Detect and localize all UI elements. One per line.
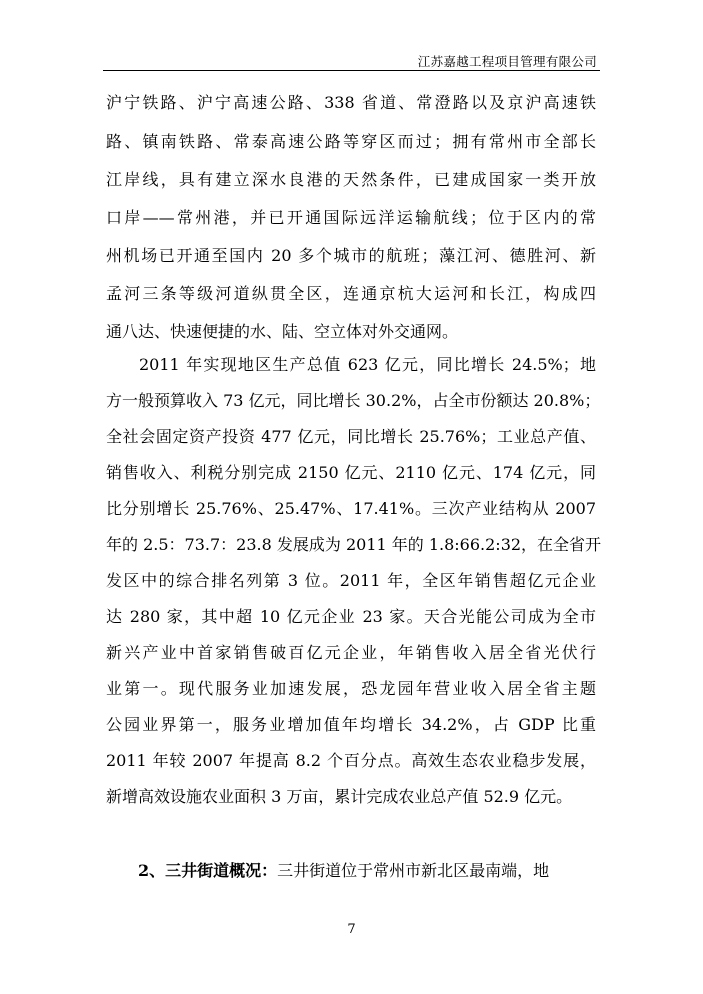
paragraph2-line-5: 比分别增长 25.76%、25.47%、17.41%。三次产业结构从 2007 xyxy=(106,499,596,518)
paragraph1-line-5: 州机场已开通至国内 20 多个城市的航班；藻江河、德胜河、新 xyxy=(106,246,596,265)
paragraph1-line-4: 口岸——常州港，并已开通国际远洋运输航线；位于区内的常 xyxy=(106,208,596,227)
paragraph1-line-6: 孟河三条等级河道纵贯全区，连通京杭大运河和长江，构成四 xyxy=(106,284,596,303)
paragraph2-line-3: 全社会固定资产投资 477 亿元，同比增长 25.76%；工业总产值、 xyxy=(106,427,596,446)
section-heading-line xyxy=(138,859,596,883)
paragraph1-line-1: 沪宁铁路、沪宁高速公路、338 省道、常澄路以及京沪高速铁 xyxy=(106,93,596,112)
section-text: 三井街道位于常州市新北区最南端，地 xyxy=(277,861,550,880)
section-heading: 2、三井街道概况： xyxy=(138,861,278,880)
paragraph2-line-4: 销售收入、利税分别完成 2150 亿元、2110 亿元、174 亿元，同 xyxy=(106,463,596,482)
paragraph1-line-2: 路、镇南铁路、常泰高速公路等穿区而过；拥有常州市全部长 xyxy=(106,132,596,151)
paragraph2-line-6: 年的 2.5：73.7：23.8 发展成为 2011 年的 1.8:66.2:32，在全省开 xyxy=(106,535,602,554)
paragraph2-line-13: 新增高效设施农业面积 3 万亩，累计完成农业总产值 52.9 亿元。 xyxy=(106,787,573,806)
paragraph2-line-7: 发区中的综合排名列第 3 位。2011 年，全区年销售超亿元企业 xyxy=(106,571,596,590)
page-number: 7 xyxy=(347,922,356,937)
paragraph1-line-3: 江岸线，具有建立深水良港的天然条件，已建成国家一类开放 xyxy=(106,170,596,189)
header-company-name: 江苏嘉越工程项目管理有限公司 xyxy=(417,54,597,69)
paragraph1-line-7: 通八达、快速便捷的水、陆、空立体对外交通网。 xyxy=(106,322,459,341)
paragraph2-line-10: 业第一。现代服务业加速发展，恐龙园年营业收入居全省主题 xyxy=(106,679,596,698)
paragraph2-line-1: 2011 年实现地区生产总值 623 亿元，同比增长 24.5%；地 xyxy=(139,355,596,374)
paragraph2-line-2: 方一般预算收入 73 亿元，同比增长 30.2%，占全市份额达 20.8%； xyxy=(106,391,601,410)
paragraph2-line-12: 2011 年较 2007 年提高 8.2 个百分点。高效生态农业稳步发展， xyxy=(106,751,596,770)
paragraph2-line-11: 公园业界第一，服务业增加值年均增长 34.2%，占 GDP 比重 xyxy=(106,715,596,734)
paragraph2-line-8: 达 280 家，其中超 10 亿元企业 23 家。天合光能公司成为全市 xyxy=(106,607,596,626)
paragraph2-line-9: 新兴产业中首家销售破百亿元企业，年销售收入居全省光伏行 xyxy=(106,643,596,662)
header-divider xyxy=(103,70,600,71)
